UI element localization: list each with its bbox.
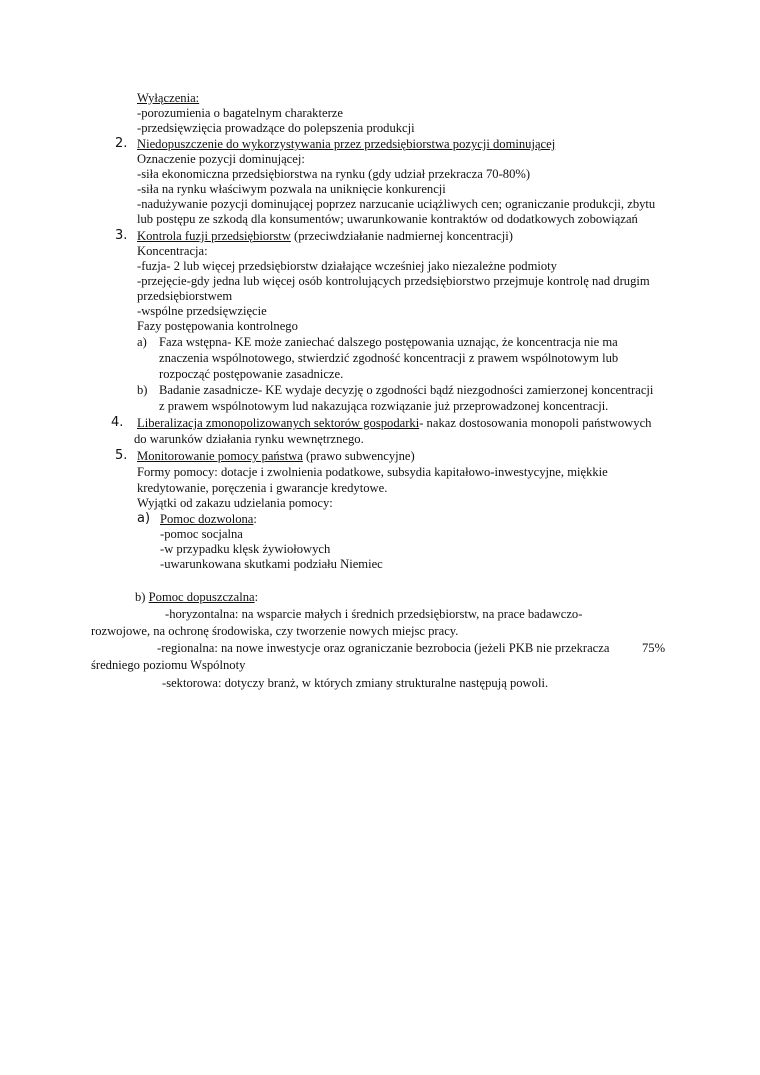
text-line: -w przypadku klęsk żywiołowych [160, 542, 331, 556]
colon: : [254, 590, 259, 604]
text-line: Koncentracja: [137, 244, 208, 258]
text-line: przedsiębiorstwem [137, 289, 233, 303]
subsection-title: Pomoc dopuszczalna [148, 590, 255, 604]
text-line: -fuzja- 2 lub więcej przedsiębiorstw działające wcześniej jako niezależne podmioty [137, 259, 557, 273]
section-title: Monitorowanie pomocy państwa [137, 449, 303, 463]
subsection-title-line [160, 512, 257, 527]
list-number: 4. [111, 415, 124, 430]
text-line: rozpocząć postępowanie zasadnicze. [159, 367, 344, 381]
list-letter: a) [137, 335, 147, 349]
text-line: -regionalna: na nowe inwestycje oraz ograniczanie bezrobocia (jeżeli PKB nie przekracza [157, 641, 610, 655]
section-title: Liberalizacja zmonopolizowanych sektorów gospodarki [137, 416, 420, 430]
exclusions-heading: Wyłączenia: [137, 91, 200, 105]
text-line: -przejęcie-gdy jedna lub więcej osób kontrolujących przedsiębiorstwo przejmuje kontrolę nad drugim [137, 274, 650, 288]
text-line: średniego poziomu Wspólnoty [91, 658, 246, 672]
text-line: -siła na rynku właściwym pozwala na uniknięcie konkurencji [137, 182, 446, 196]
text-line: Faza wstępna- KE może zaniechać dalszego postępowania uznając, że koncentracja nie ma [159, 335, 618, 349]
list-letter: b) [135, 590, 149, 604]
section-title-line [137, 416, 651, 431]
section-title: Niedopuszczenie do wykorzystywania przez przedsiębiorstwa pozycji dominującej [137, 137, 556, 151]
text-line: -nadużywanie pozycji dominującej poprzez narzucanie uciążliwych cen; ograniczanie produkcji, zbytu [137, 197, 656, 211]
list-number: 5. [115, 448, 128, 463]
text-line: -siła ekonomiczna przedsiębiorstwa na rynku (gdy udział przekracza 70-80%) [137, 167, 531, 181]
text-line: do warunków działania rynku wewnętrznego. [134, 432, 364, 446]
text-line: Fazy postępowania kontrolnego [137, 319, 298, 333]
section-title-note: - nakaz dostosowania monopoli państwowych [419, 416, 652, 430]
text-line: -uwarunkowana skutkami podziału Niemiec [160, 557, 383, 571]
section-title-note: (prawo subwencyjne) [302, 449, 415, 463]
text-line: kredytowanie, poręczenia i gwarancje kredytowe. [137, 481, 388, 495]
section-title-line [137, 449, 415, 464]
text-line: -pomoc socjalna [160, 527, 243, 541]
text-line: Wyjątki od zakazu udzielania pomocy: [137, 496, 333, 510]
list-letter: a) [137, 511, 151, 526]
section-title: Kontrola fuzji przedsiębiorstw [137, 229, 291, 243]
percent-value: 75% [642, 641, 666, 655]
subsection-title-line [135, 590, 258, 605]
exclusion-item: -przedsięwzięcia prowadzące do polepszenia produkcji [137, 121, 415, 135]
text-line: Formy pomocy: dotacje i zwolnienia podatkowe, subsydia kapitałowo-inwestycyjne, miękkie [137, 465, 608, 479]
list-number: 2. [115, 136, 128, 151]
colon: : [253, 512, 257, 526]
section-title-line [137, 229, 513, 244]
text-line: z prawem wspólnotowym lud nakazująca rozwiązanie już przeprowadzonej koncentracji. [159, 399, 609, 413]
exclusion-item: -porozumienia o bagatelnym charakterze [137, 106, 343, 120]
text-line: -horyzontalna: na wsparcie małych i średnich przedsiębiorstw, na prace badawczo- [165, 607, 583, 621]
text-line: -wspólne przedsięwzięcie [137, 304, 267, 318]
text-line: Oznaczenie pozycji dominującej: [137, 152, 305, 166]
text-line: -sektorowa: dotyczy branż, w których zmiany strukturalne następują powoli. [162, 676, 549, 690]
text-line: znaczenia wspólnotowego, stwierdzić zgodność koncentracji z prawem wspólnotowym lub [159, 351, 619, 365]
list-number: 3. [115, 228, 128, 243]
text-line: lub postępu ze szkodą dla konsumentów; uwarunkowanie kontraktów od dodatkowych zobowiązań [137, 212, 638, 226]
text-line: rozwojowe, na ochronę środowiska, czy tworzenie nowych miejsc pracy. [91, 624, 459, 638]
text-line: Badanie zasadnicze- KE wydaje decyzję o zgodności bądź niezgodności zamierzonej koncentracji [159, 383, 654, 397]
section-title-note: (przeciwdziałanie nadmiernej koncentracji) [290, 229, 513, 243]
list-letter: b) [137, 383, 148, 397]
subsection-title: Pomoc dozwolona [160, 512, 254, 526]
